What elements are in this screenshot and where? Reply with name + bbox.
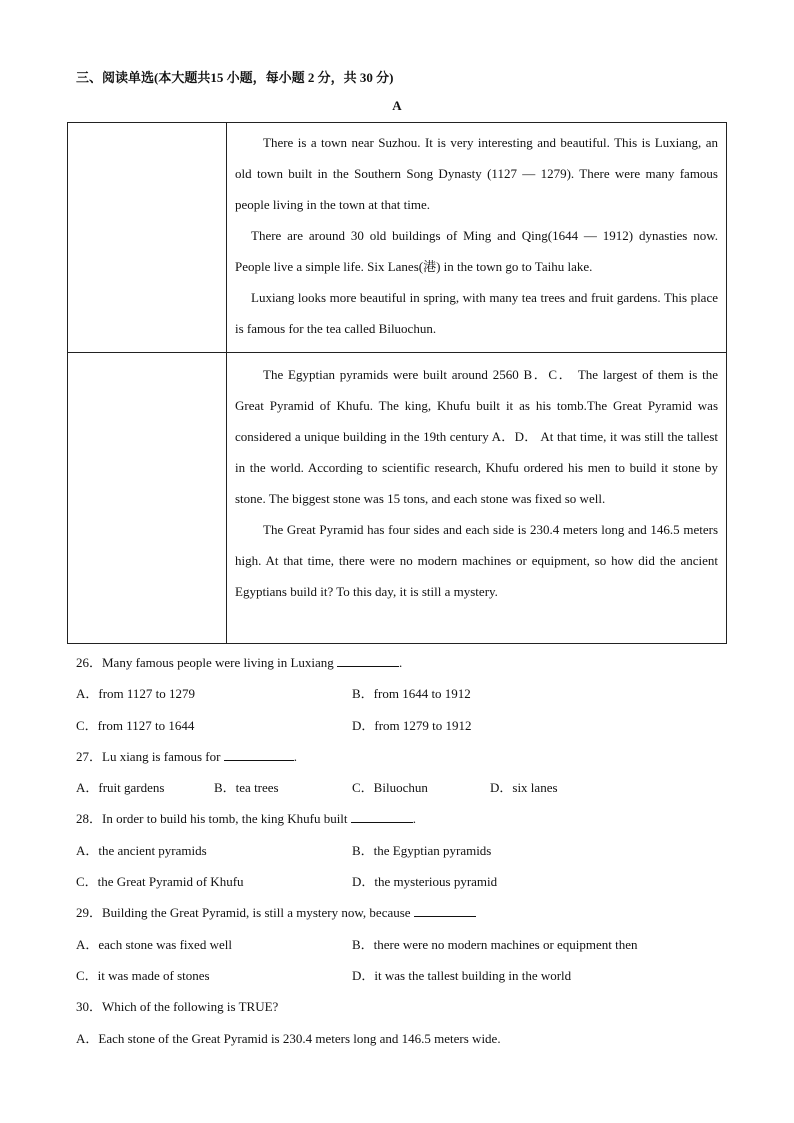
passage-paragraph: The Egyptian pyramids were built around 2560 B．C． The largest of them is the Great Pyramid of Khufu. The king, Khufu built it as his tomb.The Great Pyramid was considered a unique building in the 19th century A．D． At that time, it was still the tallest in the world. According to scientific research, Khufu ordered his men to build it stone by stone. The biggest stone was 15 tons, and each stone was fixed so well. bbox=[235, 367, 718, 506]
question-30-stem bbox=[76, 991, 726, 1022]
passage-label: A bbox=[392, 98, 402, 113]
answer-blank[interactable] bbox=[414, 902, 476, 917]
option-c[interactable]: C．the Great Pyramid of Khufu bbox=[76, 874, 244, 890]
passage-paragraph: The Great Pyramid has four sides and each side is 230.4 meters long and 146.5 meters high. At that time, there were no modern machines or equipment, so how did the ancient Egyptians build it? To this day, it is still a mystery. bbox=[235, 522, 718, 599]
question-26-stem bbox=[76, 647, 726, 678]
option-a[interactable]: A．from 1127 to 1279 bbox=[76, 686, 196, 702]
stem-end: . bbox=[412, 811, 417, 827]
option-a[interactable]: A．the ancient pyramids bbox=[76, 842, 207, 858]
passage-row-pyramid bbox=[68, 353, 727, 644]
option-c[interactable]: C．it was made of stones bbox=[76, 967, 210, 983]
question-29-stem bbox=[76, 897, 726, 928]
answer-blank[interactable] bbox=[351, 808, 413, 823]
option-c[interactable]: C．from 1127 to 1644 bbox=[76, 717, 195, 733]
question-29-options-cd bbox=[76, 960, 726, 991]
option-b[interactable]: B．tea trees bbox=[214, 780, 279, 796]
stem-end: . bbox=[399, 655, 403, 670]
question-stem: 28．In order to build his tomb, the king Khufu built bbox=[76, 811, 348, 827]
option-d[interactable]: D．from 1279 to 1912 bbox=[352, 717, 472, 733]
question-stem: 27．Lu xiang is famous for bbox=[76, 748, 221, 764]
question-27-options bbox=[76, 772, 726, 803]
option-a[interactable]: A．fruit gardens bbox=[76, 780, 165, 796]
answer-blank[interactable] bbox=[224, 746, 294, 761]
question-list bbox=[76, 647, 726, 1054]
question-28-options-ab bbox=[76, 835, 726, 866]
option-b[interactable]: B．from 1644 to 1912 bbox=[352, 686, 471, 702]
option-b[interactable]: B．the Egyptian pyramids bbox=[352, 842, 492, 858]
question-29-options-ab bbox=[76, 929, 726, 960]
option-d[interactable]: D．the mysterious pyramid bbox=[352, 874, 498, 890]
passage-row-luxiang bbox=[68, 123, 727, 353]
question-28-options-cd bbox=[76, 866, 726, 897]
passage-image-cell bbox=[68, 123, 227, 353]
answer-blank[interactable] bbox=[337, 652, 399, 667]
passage-paragraph: There is a town near Suzhou. It is very interesting and beautiful. This is Luxiang, an old town built in the Southern Song Dynasty (1127 — 1279). There were many famous people living in the town at that time. bbox=[235, 135, 718, 212]
passage-text-cell bbox=[227, 123, 727, 353]
option-d[interactable]: D．it was the tallest building in the world bbox=[352, 967, 572, 983]
question-stem: 30．Which of the following is TRUE? bbox=[76, 999, 279, 1015]
option-a[interactable]: A．each stone was fixed well bbox=[76, 936, 232, 952]
question-stem: 29．Building the Great Pyramid, is still a mystery now, because bbox=[76, 905, 411, 921]
question-26-options-ab bbox=[76, 678, 726, 709]
question-28-stem bbox=[76, 803, 726, 834]
question-27-stem bbox=[76, 741, 726, 772]
option-b[interactable]: B．there were no modern machines or equipment then bbox=[352, 936, 638, 952]
option-a[interactable]: A．Each stone of the Great Pyramid is 230.4 meters long and 146.5 meters wide. bbox=[76, 1030, 501, 1046]
passage-paragraph: There are around 30 old buildings of Ming and Qing(1644 — 1912) dynasties now. People live a simple life. Six Lanes(港) in the town go to Taihu lake. bbox=[235, 228, 718, 274]
stem-end: . bbox=[293, 748, 297, 764]
passage-table bbox=[67, 122, 727, 644]
passage-text-cell bbox=[227, 353, 727, 644]
section-title: 三、阅读单选(本大题共15 小题，每小题 2 分，共 30 分) bbox=[76, 70, 394, 85]
question-30-option-a bbox=[76, 1023, 726, 1054]
option-c[interactable]: C．Biluochun bbox=[352, 780, 428, 796]
passage-paragraph: Luxiang looks more beautiful in spring, with many tea trees and fruit gardens. This place is famous for the tea called Biluochun. bbox=[235, 290, 718, 336]
option-d[interactable]: D．six lanes bbox=[490, 780, 558, 796]
passage-image-cell bbox=[68, 353, 227, 644]
question-26-options-cd bbox=[76, 710, 726, 741]
question-stem: 26．Many famous people were living in Luxiang bbox=[76, 655, 334, 670]
